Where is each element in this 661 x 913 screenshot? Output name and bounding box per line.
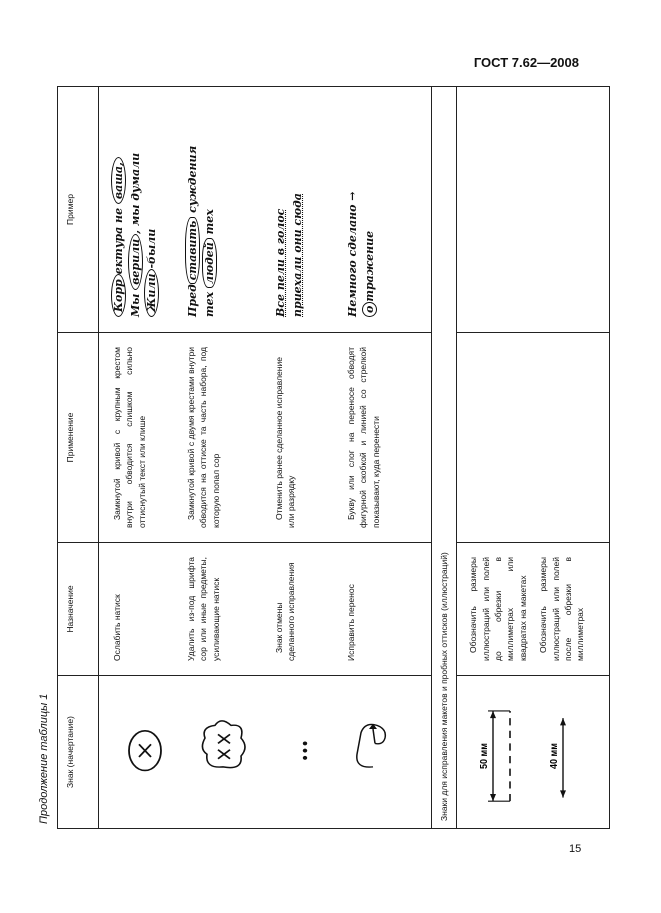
- table-row: [99, 87, 432, 829]
- header-usage: Применение: [58, 333, 99, 543]
- remove-debris-sign-icon: [202, 721, 245, 768]
- sign-cell: [99, 676, 432, 829]
- example-remove-debris-line2: тех людей тех: [202, 209, 216, 317]
- section-title: Знаки для исправления макетов и пробных оттисков (иллюстраций): [432, 87, 457, 829]
- dimension-purpose-after: Обозначить размеры иллюстраций или полей после обрезки в миллиметрах: [538, 557, 586, 661]
- example-cell: [99, 87, 432, 333]
- example-cancel-line1: Все пели в голос: [274, 208, 287, 317]
- usage-remove-debris: Замкнутой кривой с двумя крестами внутри обводится на оттиске та часть набора, под которую попал сор: [186, 347, 221, 528]
- rotated-page-content: [36, 87, 586, 829]
- table-continuation-caption: Продолжение таблицы 1: [38, 693, 50, 824]
- example-hyphenation-line2: отражение: [362, 192, 379, 318]
- dimension-40mm-label: 40 мм: [548, 743, 561, 769]
- usage-hyphenation: Букву или слог на переносе обводят фигурной скобкой и линией со стрелкой показывают, куда перенести: [346, 347, 381, 528]
- page-number: 15: [569, 843, 582, 855]
- example-remove-debris: [185, 146, 218, 317]
- purpose-remove-debris: Удалить из-под шрифта сор или иные предметы, усиливающие натиск: [186, 557, 221, 661]
- dimension-sign-cell: [457, 676, 610, 829]
- dimension-usage-cell: [457, 333, 610, 543]
- cancel-correction-sign-icon: [303, 741, 307, 759]
- dimension-50mm-label: 50 мм: [478, 743, 491, 769]
- usage-cancel: Отменить ранее сделанное исправление или разрядку: [274, 357, 297, 528]
- dimension-40mm-icon: [549, 718, 566, 797]
- example-hyphenation: [345, 192, 378, 318]
- example-cancel-line2: приехали они сюда: [290, 193, 304, 317]
- header-sign: Знак (начертание): [58, 676, 99, 829]
- purpose-cancel: Знак отмены сделанного исправления: [274, 562, 297, 661]
- dimension-purpose-before: Обозначить размеры иллюстраций или полей до обрезки в миллиметрах или квадратах на макетах: [468, 557, 528, 661]
- example-hyphenation-line1: Немного сделано →: [346, 191, 359, 317]
- usage-weaken: Замкнутой кривой с крупным крестом внутри обводится слишком сильно оттиснутый текст или клише: [112, 347, 147, 528]
- dimension-50mm-icon: [479, 711, 510, 801]
- example-cancel: [273, 193, 306, 317]
- example-remove-debris-line1: Представить суждения: [186, 145, 199, 317]
- purpose-weaken: Ослабить натиск: [112, 594, 122, 661]
- usage-cell: [99, 333, 432, 543]
- example-weaken: [111, 153, 161, 317]
- header-example: Пример: [58, 87, 99, 333]
- weaken-impression-sign-icon: [129, 731, 161, 771]
- dimension-example-cell: [457, 87, 610, 333]
- table-header-row: [58, 87, 99, 829]
- example-weaken-line1: Корректура не ваша,: [111, 153, 128, 317]
- fix-hyphenation-sign-icon: [357, 724, 386, 767]
- example-weaken-line2: Мы верили, мы думали: [128, 152, 142, 317]
- dimension-purpose-cell: [457, 543, 610, 676]
- signs-drawing: [105, 683, 425, 821]
- proofreading-marks-table: [57, 86, 610, 829]
- header-purpose: Назначение: [58, 543, 99, 676]
- purpose-hyphenation: Исправить перенос: [346, 584, 356, 661]
- example-weaken-line3: Жили-были: [144, 153, 161, 317]
- dimension-signs-drawing: [463, 683, 603, 821]
- section-title-row: [432, 87, 457, 829]
- standard-header: ГОСТ 7.62—2008: [473, 55, 579, 70]
- table-row: [457, 87, 610, 829]
- purpose-cell: [99, 543, 432, 676]
